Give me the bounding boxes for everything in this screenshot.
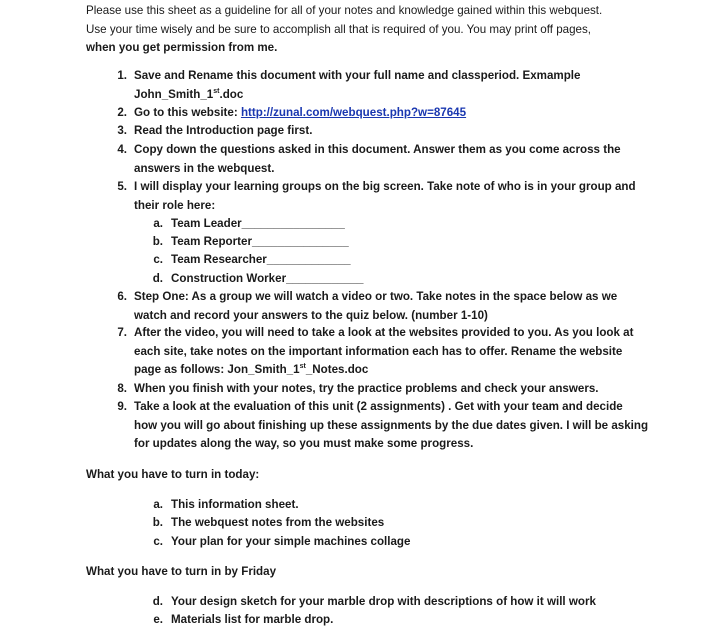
item-text: Your design sketch for your marble drop with descriptions of how it will work <box>171 595 596 608</box>
intro-line-3: when you get permission from me. <box>86 41 278 54</box>
step-text-line: each site, take notes on the important information each has to offer. Rename the website <box>134 344 623 358</box>
item-letter: a. <box>153 498 163 511</box>
item-text: The webquest notes from the websites <box>171 516 385 529</box>
step-text: Read the Introduction page first. <box>134 124 313 137</box>
role-text: Team Leader________________ <box>171 217 345 230</box>
role-letter: a. <box>153 217 163 230</box>
step-number: 8. <box>117 382 127 395</box>
step-number: 9. <box>117 400 127 413</box>
step-number: 5. <box>117 180 127 193</box>
step-number: 1. <box>117 69 127 82</box>
item-letter: b. <box>152 516 163 529</box>
step-text-line: watch and record your answers to the quiz below. (number 1-10) <box>134 308 488 322</box>
step-text-line: Step One: As a group we will watch a video or two. Take notes in the space below as we <box>134 290 618 303</box>
step-text-line: Take a look at the evaluation of this unit (2 assignments) . Get with your team and decide <box>134 400 623 413</box>
step-text-line: answers in the webquest. <box>134 161 275 175</box>
friday-heading: What you have to turn in by Friday <box>86 565 277 578</box>
step-text-line: how you will go about finishing up these assignments by the due dates given. I will be asking <box>134 418 649 432</box>
intro-line-1: Please use this sheet as a guideline for all of your notes and knowledge gained within this webquest. <box>86 4 603 17</box>
step-number: 7. <box>117 326 127 339</box>
superscript: st <box>299 363 306 370</box>
item-letter: e. <box>153 613 163 626</box>
step-number: 6. <box>117 290 127 303</box>
step-text-line: I will display your learning groups on the big screen. Take note of who is in your group and <box>134 180 636 193</box>
step-text-suffix: .doc <box>219 87 244 101</box>
step-text: When you finish with your notes, try the practice problems and check your answers. <box>134 382 599 395</box>
step-text-line: After the video, you will need to take a look at the websites provided to you. As you look at <box>134 326 634 339</box>
item-text: Materials list for marble drop. <box>171 613 334 626</box>
step-number: 2. <box>117 106 127 119</box>
step-number: 3. <box>117 124 127 137</box>
step-text: Go to this website: <box>134 106 241 119</box>
step-text-line: for updates along the way, so you must make some progress. <box>134 437 474 450</box>
item-text: Your plan for your simple machines collage <box>171 535 411 548</box>
step-text-line: page as follows: Jon_Smith_1 <box>134 363 300 376</box>
step-text-line: Copy down the questions asked in this document. Answer them as you come across the <box>134 143 621 156</box>
role-text: Team Researcher_____________ <box>171 253 351 266</box>
intro-paragraph <box>86 2 706 58</box>
today-heading: What you have to turn in today: <box>86 468 260 481</box>
intro-line-2: Use your time wisely and be sure to accomplish all that is required of you. You may print off pages, <box>86 22 592 36</box>
step-text-line: John_Smith_1 <box>134 87 214 101</box>
role-letter: c. <box>153 253 163 266</box>
step-text-line: their role here: <box>134 198 216 212</box>
step-number: 4. <box>117 143 127 156</box>
webquest-link[interactable]: http://zunal.com/webquest.php?w=87645 <box>240 106 467 119</box>
role-letter: d. <box>152 272 163 285</box>
item-letter: d. <box>152 595 163 608</box>
step-text-suffix: _Notes.doc <box>305 363 369 376</box>
item-text: This information sheet. <box>171 498 299 511</box>
item-letter: c. <box>153 535 163 548</box>
role-text: Construction Worker____________ <box>171 272 364 285</box>
step-text-line: Save and Rename this document with your full name and classperiod. Exmample <box>134 69 581 82</box>
role-text: Team Reporter_______________ <box>171 235 349 248</box>
superscript: st <box>213 87 220 95</box>
role-letter: b. <box>152 235 163 248</box>
